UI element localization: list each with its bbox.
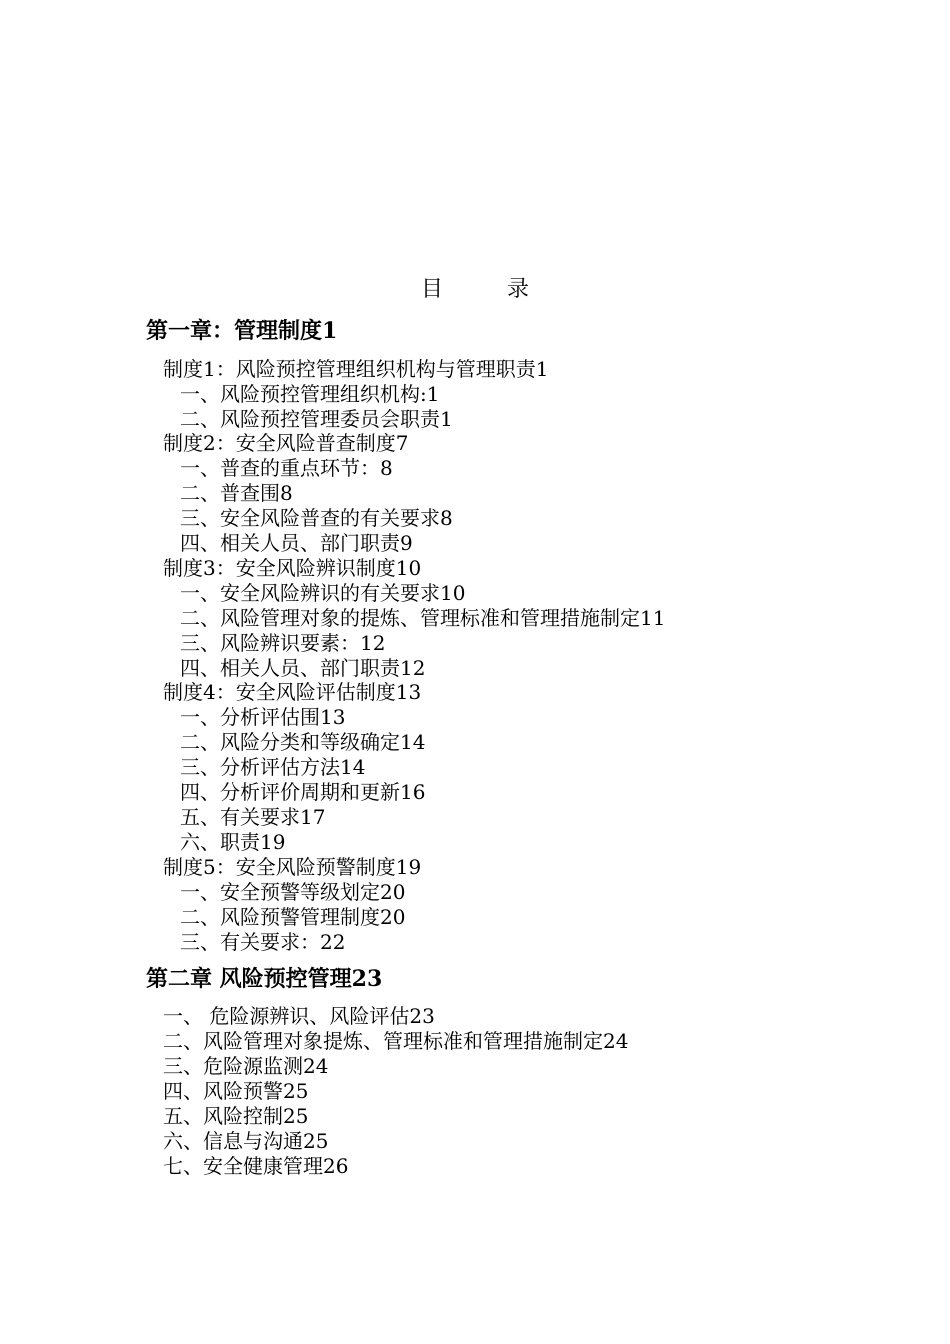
toc-subsection: 二、风险预控管理委员会职责1 — [180, 407, 453, 431]
toc-title-right: 录 — [507, 277, 530, 302]
toc-chapter: 第二章 风险预控管理23 — [146, 966, 383, 992]
toc-subsection: 三、分析评估方法14 — [180, 755, 366, 779]
toc-section: 四、风险预警25 — [163, 1079, 309, 1103]
toc-subsection: 一、分析评估围13 — [180, 705, 346, 729]
toc-subsection: 四、相关人员、部门职责12 — [180, 656, 426, 680]
toc-subsection: 二、风险管理对象的提炼、管理标准和管理措施制定11 — [180, 606, 666, 630]
toc-chapter: 第一章：管理制度1 — [146, 318, 338, 344]
toc-section: 二、风险管理对象提炼、管理标准和管理措施制定24 — [163, 1029, 629, 1053]
toc-section: 五、风险控制25 — [163, 1104, 309, 1128]
toc-subsection: 三、风险辨识要素：12 — [180, 631, 386, 655]
toc-section: 制度2：安全风险普查制度7 — [163, 431, 409, 455]
toc-section: 七、安全健康管理26 — [163, 1154, 349, 1178]
toc-subsection: 二、普查围8 — [180, 481, 293, 505]
toc-subsection: 二、风险预警管理制度20 — [180, 905, 406, 929]
toc-subsection: 一、安全风险辨识的有关要求10 — [180, 581, 466, 605]
toc-section: 三、危险源监测24 — [163, 1054, 329, 1078]
toc-title-left: 目 — [420, 277, 443, 302]
toc-section: 制度3：安全风险辨识制度10 — [163, 556, 422, 580]
toc-subsection: 四、分析评价周期和更新16 — [180, 780, 426, 804]
toc-subsection: 一、安全预警等级划定20 — [180, 880, 406, 904]
toc-section: 六、信息与沟通25 — [163, 1129, 329, 1153]
toc-subsection: 一、普查的重点环节：8 — [180, 456, 393, 480]
toc-subsection: 一、风险预控管理组织机构:1 — [180, 382, 440, 406]
toc-subsection: 五、有关要求17 — [180, 805, 326, 829]
toc-subsection: 三、有关要求：22 — [180, 930, 346, 954]
toc-section: 制度4：安全风险评估制度13 — [163, 680, 422, 704]
toc-title — [0, 272, 950, 303]
toc-section: 一、 危险源辨识、风险评估23 — [163, 1004, 435, 1028]
toc-subsection: 三、安全风险普查的有关要求8 — [180, 506, 453, 530]
toc-section: 制度5：安全风险预警制度19 — [163, 855, 422, 879]
toc-subsection: 四、相关人员、部门职责9 — [180, 531, 413, 555]
toc-subsection: 六、职责19 — [180, 830, 286, 854]
toc-subsection: 二、风险分类和等级确定14 — [180, 730, 426, 754]
toc-section: 制度1：风险预控管理组织机构与管理职责1 — [163, 357, 549, 381]
